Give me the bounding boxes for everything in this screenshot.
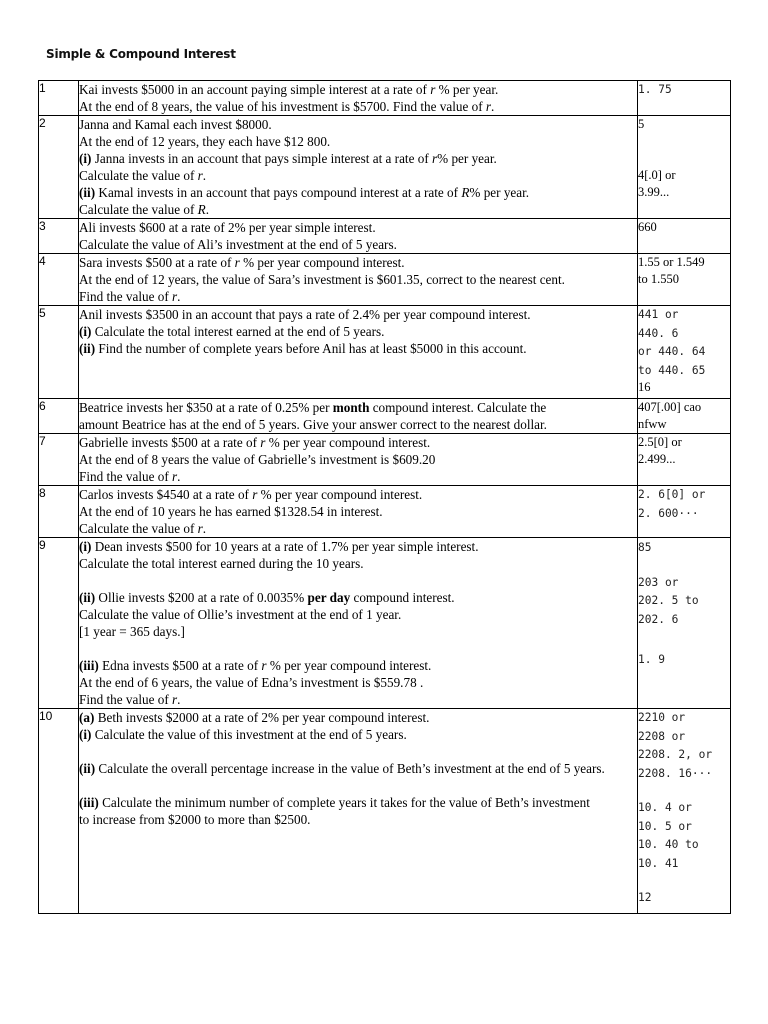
answer-text: 2208. 2, or xyxy=(638,748,713,761)
question-number: 3 xyxy=(39,219,79,254)
answer-text: 5 xyxy=(638,117,645,131)
table-row xyxy=(39,116,731,219)
question-text: (a) Beth invests $2000 at a rate of 2% per year compound interest. (i) Calculate the value of this investment at the end of 5 years. (ii) Calculate the overall percentage increase in the value of Beth’s investment at the end of 5 years. (iii) Calculate the minimum number of complete years it takes for the value of Beth’s investment to increase from $2000 to more than $2500. xyxy=(79,709,638,914)
table-row xyxy=(39,306,731,399)
answer-cell xyxy=(638,254,731,306)
table-row xyxy=(39,709,731,914)
answer-text: 2. 600··· xyxy=(638,506,699,520)
answer-text: 10. 5 or xyxy=(638,819,692,833)
answer-text: 10. 41 xyxy=(638,856,679,870)
answer-cell xyxy=(638,709,731,914)
table-row xyxy=(39,434,731,486)
answer-cell xyxy=(638,434,731,486)
answer-cell xyxy=(638,81,731,116)
question-text: Carlos invests $4540 at a rate of r % per year compound interest. At the end of 10 years he has earned $1328.54 in interest. Calculate the value of r. xyxy=(79,486,638,538)
answer-text: 2.499... xyxy=(638,452,676,466)
question-text: Sara invests $500 at a rate of r % per year compound interest. At the end of 12 years, the value of Sara’s investment is $601.35, correct to the nearest cent. Find the value of r. xyxy=(79,254,638,306)
table-row xyxy=(39,219,731,254)
answer-text: 441 or xyxy=(638,308,679,321)
table-row xyxy=(39,254,731,306)
answer-text: 2. 6[0] or xyxy=(638,488,706,501)
answer-text: 3.99... xyxy=(638,185,670,199)
question-text: Kai invests $5000 in an account paying simple interest at a rate of r % per year. At the end of 8 years, the value of his investment is $5700. Find the value of r. xyxy=(79,81,638,116)
questions-table xyxy=(38,80,731,914)
question-number: 5 xyxy=(39,306,79,399)
answer-text: 10. 40 to xyxy=(638,838,699,851)
answer-text: 85 xyxy=(638,541,652,554)
answer-cell xyxy=(638,306,731,399)
answer-text: 2.5[0] or xyxy=(638,435,682,449)
question-text: (i) Dean invests $500 for 10 years at a rate of 1.7% per year simple interest. Calculate the total interest earned during the 10 years. (ii) Ollie invests $200 at a rate of 0.0035% per day compound interest. Calculate the value of Ollie’s investment at the end of 1 year. [1 year = 365 days.] (iii) Edna invests $500 at a rate of r % per year compound interest. At the end of 6 years, the value of Edna’s investment is $559.78 . Find the value of r. xyxy=(79,538,638,709)
answer-text: 10. 4 or xyxy=(638,801,692,814)
answer-text: 440. 6 xyxy=(638,326,679,340)
answer-text: 203 or xyxy=(638,575,679,589)
question-number: 9 xyxy=(39,538,79,709)
table-row xyxy=(39,486,731,538)
answer-text: 202. 5 to xyxy=(638,594,699,607)
answer-text: 2208 or xyxy=(638,729,686,743)
answer-text: to 1.550 xyxy=(638,272,679,286)
question-number: 1 xyxy=(39,81,79,116)
question-number: 7 xyxy=(39,434,79,486)
answer-text: 4[.0] or xyxy=(638,168,676,182)
question-text: Gabrielle invests $500 at a rate of r % per year compound interest. At the end of 8 years the value of Gabrielle’s investment is $609.20 Find the value of r. xyxy=(79,434,638,486)
answer-text: 2208. 16··· xyxy=(638,766,713,780)
question-number: 4 xyxy=(39,254,79,306)
answer-text: 1.55 or 1.549 xyxy=(638,255,705,269)
table-row xyxy=(39,81,731,116)
question-text: Beatrice invests her $350 at a rate of 0.25% per month compound interest. Calculate the amount Beatrice has at the end of 5 years. Give your answer correct to the nearest dollar. xyxy=(79,399,638,434)
question-text: Anil invests $3500 in an account that pays a rate of 2.4% per year compound interest. (i) Calculate the total interest earned at the end of 5 years. (ii) Find the number of complete years before Anil has at least $5000 in this account. xyxy=(79,306,638,399)
answer-cell xyxy=(638,486,731,538)
table-row xyxy=(39,399,731,434)
question-text: Ali invests $600 at a rate of 2% per year simple interest. Calculate the value of Ali’s investment at the end of 5 years. xyxy=(79,219,638,254)
question-number: 10 xyxy=(39,709,79,914)
question-number: 8 xyxy=(39,486,79,538)
answer-text: or 440. 64 xyxy=(638,345,706,358)
answer-text: 407[.00] cao xyxy=(638,400,702,414)
answer-text: 202. 6 xyxy=(638,612,679,626)
answer-cell xyxy=(638,219,731,254)
answer-text: 16 xyxy=(638,380,651,394)
answer-cell xyxy=(638,399,731,434)
page-title: Simple & Compound Interest xyxy=(46,47,236,61)
answer-text: 1. 9 xyxy=(638,653,665,666)
question-text: Janna and Kamal each invest $8000. At the end of 12 years, they each have $12 800. (i) Janna invests in an account that pays simple interest at a rate of r% per year. Calculate the value of r. (ii) Kamal invests in an account that pays compound interest at a rate of R% per year. Calculate the value of R. xyxy=(79,116,638,219)
answer-text: 1. 75 xyxy=(638,83,672,96)
answer-text: 660 xyxy=(638,220,657,234)
question-number: 6 xyxy=(39,399,79,434)
answer-cell xyxy=(638,116,731,219)
answer-cell xyxy=(638,538,731,709)
question-number: 2 xyxy=(39,116,79,219)
answer-text: nfww xyxy=(638,417,667,431)
answer-text: 2210 or xyxy=(638,711,686,724)
answer-text: to 440. 65 xyxy=(638,363,706,377)
answer-text: 12 xyxy=(638,891,652,904)
table-row xyxy=(39,538,731,709)
